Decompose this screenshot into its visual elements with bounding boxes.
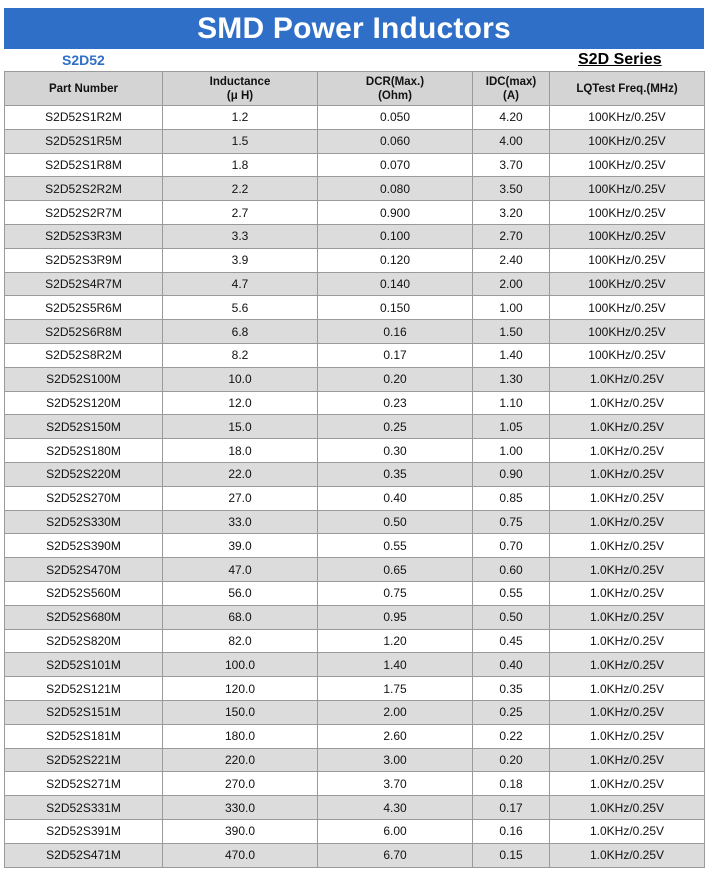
cell-test-freq: 100KHz/0.25V [550, 201, 705, 225]
table-row [5, 843, 705, 867]
cell-inductance: 150.0 [163, 700, 318, 724]
cell-part-number: S2D52S390M [5, 534, 163, 558]
cell-test-freq: 1.0KHz/0.25V [550, 748, 705, 772]
cell-idc: 2.00 [473, 272, 550, 296]
cell-part-number: S2D52S2R2M [5, 177, 163, 201]
table-row [5, 605, 705, 629]
table-row [5, 796, 705, 820]
table-row [5, 772, 705, 796]
cell-part-number: S2D52S101M [5, 653, 163, 677]
cell-idc: 2.70 [473, 224, 550, 248]
cell-inductance: 33.0 [163, 510, 318, 534]
cell-part-number: S2D52S271M [5, 772, 163, 796]
cell-dcr: 2.00 [318, 700, 473, 724]
cell-dcr: 0.50 [318, 510, 473, 534]
cell-dcr: 0.25 [318, 415, 473, 439]
cell-inductance: 15.0 [163, 415, 318, 439]
cell-part-number: S2D52S4R7M [5, 272, 163, 296]
cell-dcr: 0.17 [318, 343, 473, 367]
cell-inductance: 390.0 [163, 819, 318, 843]
cell-dcr: 1.75 [318, 677, 473, 701]
column-header-line: DCR(Max.) [365, 75, 425, 88]
cell-dcr: 3.00 [318, 748, 473, 772]
cell-idc: 0.75 [473, 510, 550, 534]
cell-dcr: 0.30 [318, 439, 473, 463]
cell-idc: 1.50 [473, 320, 550, 344]
table-row [5, 320, 705, 344]
cell-idc: 3.50 [473, 177, 550, 201]
column-header-unit: (μ H) [226, 89, 254, 102]
cell-idc: 0.18 [473, 772, 550, 796]
cell-idc: 0.40 [473, 653, 550, 677]
cell-test-freq: 1.0KHz/0.25V [550, 843, 705, 867]
cell-inductance: 18.0 [163, 439, 318, 463]
cell-dcr: 0.100 [318, 224, 473, 248]
table-row [5, 700, 705, 724]
cell-inductance: 8.2 [163, 343, 318, 367]
cell-test-freq: 1.0KHz/0.25V [550, 439, 705, 463]
cell-part-number: S2D52S121M [5, 677, 163, 701]
cell-part-number: S2D52S6R8M [5, 320, 163, 344]
cell-idc: 1.05 [473, 415, 550, 439]
cell-dcr: 0.080 [318, 177, 473, 201]
table-row [5, 439, 705, 463]
table-row [5, 819, 705, 843]
cell-part-number: S2D52S470M [5, 558, 163, 582]
cell-part-number: S2D52S1R5M [5, 129, 163, 153]
cell-part-number: S2D52S1R2M [5, 106, 163, 130]
cell-idc: 1.40 [473, 343, 550, 367]
column-header-idc [473, 72, 550, 106]
table-row [5, 629, 705, 653]
cell-test-freq: 100KHz/0.25V [550, 129, 705, 153]
cell-dcr: 4.30 [318, 796, 473, 820]
cell-test-freq: 1.0KHz/0.25V [550, 391, 705, 415]
cell-test-freq: 1.0KHz/0.25V [550, 558, 705, 582]
cell-idc: 1.10 [473, 391, 550, 415]
cell-part-number: S2D52S221M [5, 748, 163, 772]
cell-inductance: 56.0 [163, 581, 318, 605]
table-row [5, 343, 705, 367]
cell-dcr: 1.40 [318, 653, 473, 677]
cell-test-freq: 1.0KHz/0.25V [550, 462, 705, 486]
cell-test-freq: 1.0KHz/0.25V [550, 724, 705, 748]
column-header-line: Inductance [209, 75, 271, 88]
cell-part-number: S2D52S330M [5, 510, 163, 534]
cell-inductance: 3.3 [163, 224, 318, 248]
cell-test-freq: 1.0KHz/0.25V [550, 510, 705, 534]
table-row [5, 558, 705, 582]
table-row [5, 748, 705, 772]
cell-idc: 0.50 [473, 605, 550, 629]
table-row [5, 248, 705, 272]
cell-dcr: 3.70 [318, 772, 473, 796]
cell-dcr: 2.60 [318, 724, 473, 748]
header-row [5, 72, 705, 106]
cell-inductance: 4.7 [163, 272, 318, 296]
cell-idc: 4.00 [473, 129, 550, 153]
table-row [5, 224, 705, 248]
cell-part-number: S2D52S181M [5, 724, 163, 748]
cell-idc: 0.20 [473, 748, 550, 772]
cell-inductance: 2.7 [163, 201, 318, 225]
cell-dcr: 0.900 [318, 201, 473, 225]
table-row [5, 296, 705, 320]
cell-test-freq: 1.0KHz/0.25V [550, 653, 705, 677]
cell-test-freq: 100KHz/0.25V [550, 153, 705, 177]
cell-inductance: 10.0 [163, 367, 318, 391]
cell-idc: 0.22 [473, 724, 550, 748]
cell-dcr: 0.95 [318, 605, 473, 629]
cell-dcr: 6.00 [318, 819, 473, 843]
cell-idc: 1.30 [473, 367, 550, 391]
column-header-line: IDC(max) [485, 75, 537, 88]
cell-part-number: S2D52S150M [5, 415, 163, 439]
cell-part-number: S2D52S270M [5, 486, 163, 510]
cell-test-freq: 100KHz/0.25V [550, 248, 705, 272]
cell-test-freq: 100KHz/0.25V [550, 272, 705, 296]
cell-idc: 0.90 [473, 462, 550, 486]
table-row [5, 653, 705, 677]
cell-idc: 0.70 [473, 534, 550, 558]
cell-idc: 3.20 [473, 201, 550, 225]
cell-part-number: S2D52S471M [5, 843, 163, 867]
cell-idc: 4.20 [473, 106, 550, 130]
cell-dcr: 0.120 [318, 248, 473, 272]
cell-test-freq: 100KHz/0.25V [550, 224, 705, 248]
cell-part-number: S2D52S820M [5, 629, 163, 653]
cell-inductance: 220.0 [163, 748, 318, 772]
cell-inductance: 68.0 [163, 605, 318, 629]
cell-test-freq: 1.0KHz/0.25V [550, 819, 705, 843]
table-row [5, 415, 705, 439]
cell-inductance: 22.0 [163, 462, 318, 486]
cell-inductance: 27.0 [163, 486, 318, 510]
cell-dcr: 6.70 [318, 843, 473, 867]
cell-test-freq: 1.0KHz/0.25V [550, 700, 705, 724]
cell-idc: 0.45 [473, 629, 550, 653]
cell-test-freq: 1.0KHz/0.25V [550, 581, 705, 605]
column-header-unit: (A) [503, 89, 519, 102]
cell-test-freq: 100KHz/0.25V [550, 343, 705, 367]
column-header-line: Part Number [48, 82, 119, 95]
cell-test-freq: 100KHz/0.25V [550, 296, 705, 320]
cell-part-number: S2D52S220M [5, 462, 163, 486]
table-row [5, 367, 705, 391]
cell-dcr: 0.16 [318, 320, 473, 344]
cell-inductance: 6.8 [163, 320, 318, 344]
column-header-line: LQTest Freq.(MHz) [576, 82, 678, 95]
table-row [5, 272, 705, 296]
cell-inductance: 100.0 [163, 653, 318, 677]
cell-idc: 2.40 [473, 248, 550, 272]
table-row [5, 462, 705, 486]
cell-part-number: S2D52S3R9M [5, 248, 163, 272]
cell-part-number: S2D52S120M [5, 391, 163, 415]
cell-part-number: S2D52S180M [5, 439, 163, 463]
cell-idc: 1.00 [473, 296, 550, 320]
cell-inductance: 2.2 [163, 177, 318, 201]
cell-idc: 0.17 [473, 796, 550, 820]
cell-part-number: S2D52S8R2M [5, 343, 163, 367]
table-row [5, 724, 705, 748]
table-row [5, 106, 705, 130]
column-header-dcr [318, 72, 473, 106]
cell-inductance: 180.0 [163, 724, 318, 748]
cell-inductance: 470.0 [163, 843, 318, 867]
cell-inductance: 1.5 [163, 129, 318, 153]
cell-idc: 0.55 [473, 581, 550, 605]
cell-test-freq: 1.0KHz/0.25V [550, 415, 705, 439]
cell-inductance: 330.0 [163, 796, 318, 820]
cell-part-number: S2D52S680M [5, 605, 163, 629]
cell-test-freq: 100KHz/0.25V [550, 177, 705, 201]
cell-inductance: 3.9 [163, 248, 318, 272]
column-header-part-number [5, 72, 163, 106]
cell-idc: 0.25 [473, 700, 550, 724]
cell-test-freq: 1.0KHz/0.25V [550, 677, 705, 701]
cell-part-number: S2D52S151M [5, 700, 163, 724]
spec-table-header [5, 72, 705, 106]
cell-dcr: 0.050 [318, 106, 473, 130]
spec-table [4, 71, 705, 868]
model-label: S2D52 [62, 52, 105, 68]
cell-idc: 0.60 [473, 558, 550, 582]
cell-inductance: 120.0 [163, 677, 318, 701]
cell-inductance: 5.6 [163, 296, 318, 320]
cell-inductance: 82.0 [163, 629, 318, 653]
column-header-test-freq [550, 72, 705, 106]
table-row [5, 510, 705, 534]
cell-idc: 0.85 [473, 486, 550, 510]
series-label: S2D Series [578, 51, 662, 68]
cell-part-number: S2D52S331M [5, 796, 163, 820]
cell-inductance: 12.0 [163, 391, 318, 415]
cell-idc: 1.00 [473, 439, 550, 463]
cell-test-freq: 1.0KHz/0.25V [550, 605, 705, 629]
table-row [5, 177, 705, 201]
spec-table-body [5, 106, 705, 868]
cell-dcr: 0.20 [318, 367, 473, 391]
cell-dcr: 0.140 [318, 272, 473, 296]
column-header-inductance [163, 72, 318, 106]
cell-test-freq: 1.0KHz/0.25V [550, 796, 705, 820]
cell-dcr: 0.070 [318, 153, 473, 177]
table-row [5, 201, 705, 225]
cell-test-freq: 1.0KHz/0.25V [550, 772, 705, 796]
cell-test-freq: 1.0KHz/0.25V [550, 486, 705, 510]
cell-dcr: 0.65 [318, 558, 473, 582]
cell-part-number: S2D52S1R8M [5, 153, 163, 177]
cell-inductance: 39.0 [163, 534, 318, 558]
table-row [5, 391, 705, 415]
cell-idc: 0.15 [473, 843, 550, 867]
cell-test-freq: 100KHz/0.25V [550, 320, 705, 344]
cell-test-freq: 1.0KHz/0.25V [550, 629, 705, 653]
cell-dcr: 0.75 [318, 581, 473, 605]
cell-dcr: 0.55 [318, 534, 473, 558]
cell-part-number: S2D52S100M [5, 367, 163, 391]
cell-dcr: 0.35 [318, 462, 473, 486]
cell-inductance: 1.8 [163, 153, 318, 177]
cell-part-number: S2D52S391M [5, 819, 163, 843]
cell-dcr: 0.23 [318, 391, 473, 415]
cell-dcr: 0.40 [318, 486, 473, 510]
cell-part-number: S2D52S2R7M [5, 201, 163, 225]
cell-dcr: 1.20 [318, 629, 473, 653]
cell-dcr: 0.150 [318, 296, 473, 320]
table-row [5, 677, 705, 701]
table-row [5, 129, 705, 153]
cell-test-freq: 100KHz/0.25V [550, 106, 705, 130]
cell-part-number: S2D52S3R3M [5, 224, 163, 248]
cell-inductance: 47.0 [163, 558, 318, 582]
cell-idc: 0.35 [473, 677, 550, 701]
cell-part-number: S2D52S560M [5, 581, 163, 605]
cell-dcr: 0.060 [318, 129, 473, 153]
table-row [5, 581, 705, 605]
cell-idc: 3.70 [473, 153, 550, 177]
column-header-unit: (Ohm) [378, 89, 412, 102]
cell-inductance: 270.0 [163, 772, 318, 796]
cell-part-number: S2D52S5R6M [5, 296, 163, 320]
cell-test-freq: 1.0KHz/0.25V [550, 534, 705, 558]
page-title: SMD Power Inductors [4, 8, 704, 49]
table-row [5, 153, 705, 177]
cell-idc: 0.16 [473, 819, 550, 843]
table-row [5, 486, 705, 510]
cell-test-freq: 1.0KHz/0.25V [550, 367, 705, 391]
cell-inductance: 1.2 [163, 106, 318, 130]
table-row [5, 534, 705, 558]
